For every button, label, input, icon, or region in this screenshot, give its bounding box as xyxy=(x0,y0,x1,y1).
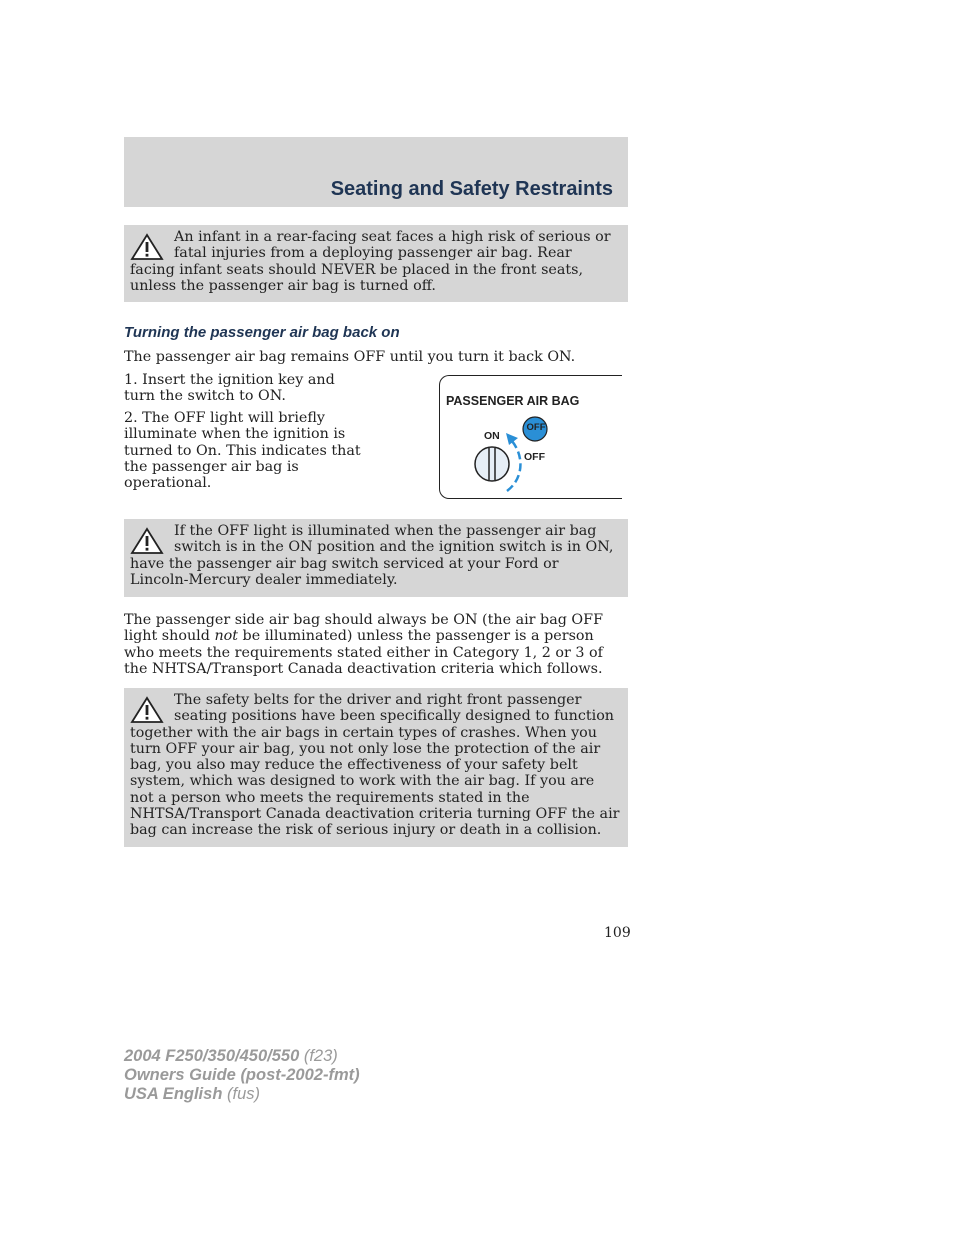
footer-guide: Owners Guide (post-2002-fmt) xyxy=(124,1066,360,1084)
section-title: Seating and Safety Restraints xyxy=(330,178,613,200)
warning-text: An infant in a rear-facing seat faces a high risk of serious or fatal injuries from a deploying passenger air bag. Rear facing infant seats should NEVER be placed in the front seats, unless the passenger air bag is turned off. xyxy=(130,229,611,294)
air-bag-switch-figure xyxy=(439,375,622,499)
switch-knob-icon xyxy=(475,447,509,481)
warning-triangle-icon xyxy=(130,233,164,261)
warning-triangle-icon xyxy=(130,696,164,724)
step-1: 1. Insert the ignition key and turn the switch to ON. xyxy=(124,372,335,405)
body-text-1: The passenger side air bag should always be ON (the air bag OFF light should xyxy=(124,612,603,645)
warning-triangle-icon xyxy=(130,527,164,555)
subheading: Turning the passenger air bag back on xyxy=(124,324,400,341)
switch-drawing xyxy=(440,376,623,500)
figure-title: PASSENGER AIR BAG xyxy=(446,394,580,408)
off-lamp-label: OFF xyxy=(526,422,546,433)
footer-language-code: (fus) xyxy=(222,1085,260,1103)
warning-box xyxy=(124,225,628,302)
body-text-2: be illuminated) unless the passenger is a person who meets the requirements stated either in Category 1, 2 or 3 of the NHTSA/Transport Canada deactivation criteria which follows. xyxy=(124,628,603,677)
body-emphasis: not xyxy=(214,628,238,645)
warning-text: The safety belts for the driver and right front passenger seating positions have been specifically designed to function together with the air bags in certain types of crashes. When you turn OFF your air bag, you not only lose the protection of the air bag, you also may reduce the effectiveness of your safety belt system, which was designed to work with the air bag. If you are not a person who meets the requirements stated in the NHTSA/Transport Canada deactivation criteria turning OFF the air bag can increase the risk of serious injury or death in a collision. xyxy=(130,692,620,839)
footer-language: USA English xyxy=(124,1085,223,1103)
off-label: OFF xyxy=(524,451,545,463)
page-number: 109 xyxy=(604,925,631,941)
warning-text: If the OFF light is illuminated when the passenger air bag switch is in the ON position and the ignition switch is in ON, have the passenger air bag switch serviced at your Ford or Lincoln-Mercury dealer immediately. xyxy=(130,523,614,588)
step-2: 2. The OFF light will briefly illuminate when the ignition is turned to On. This indicates that the passenger air bag is operational. xyxy=(124,410,361,492)
section-header xyxy=(124,137,628,207)
footer-model-code: (f23) xyxy=(299,1047,338,1065)
body-paragraph xyxy=(124,612,624,677)
on-label: ON xyxy=(484,430,500,442)
intro-paragraph: The passenger air bag remains OFF until you turn it back ON. xyxy=(124,349,576,365)
warning-box xyxy=(124,688,628,847)
footer-model: 2004 F250/350/450/550 xyxy=(124,1047,300,1065)
warning-box xyxy=(124,519,628,597)
document-footer xyxy=(124,1047,360,1104)
